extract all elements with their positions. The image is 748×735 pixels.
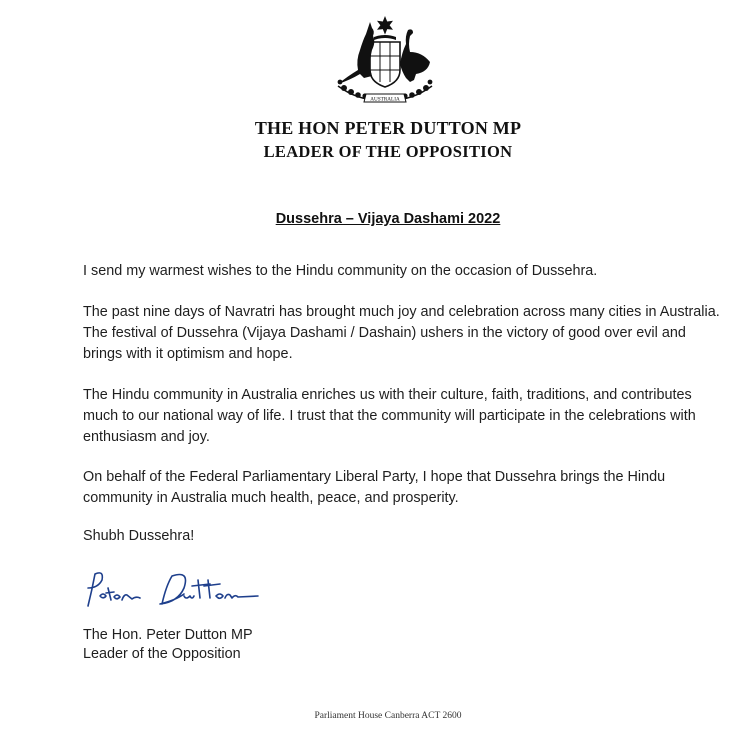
member-role-heading: LEADER OF THE OPPOSITION: [263, 142, 513, 161]
letter-title: Dussehra – Vijaya Dashami 2022: [275, 211, 501, 227]
shield-icon: [370, 42, 400, 87]
crest-motto: AUSTRALIA: [370, 96, 400, 103]
letter-paragraph: The Hindu community in Australia enriches us with their culture, faith, traditions, and contributes much to our national way of life. I trust that the community will participate in the celebrations with enthusiasm and joy.: [83, 387, 696, 445]
handwritten-signature: [80, 566, 265, 616]
letter-paragraph: On behalf of the Federal Parliamentary Liberal Party, I hope that Dussehra brings the Hindu community in Australia much health, peace, and prosperity.: [83, 469, 666, 506]
kangaroo-icon: [338, 22, 374, 84]
coat-of-arms-crest: [330, 16, 440, 104]
letter-paragraph: I send my warmest wishes to the Hindu community on the occasion of Dussehra.: [83, 263, 598, 279]
signatory-title: Leader of the Opposition: [83, 646, 241, 662]
emu-icon: [400, 29, 430, 82]
footer-address: Parliament House Canberra ACT 2600: [314, 711, 462, 721]
signatory-name: The Hon. Peter Dutton MP: [83, 627, 253, 643]
letter-greeting: Shubh Dussehra!: [83, 528, 195, 544]
commonwealth-star-icon: [377, 16, 393, 35]
member-name-heading: THE HON PETER DUTTON MP: [254, 118, 522, 138]
letter-paragraph: The past nine days of Navratri has brought much joy and celebration across many cities in Australia. The festival of Dussehra (Vijaya Dashami / Dashain) ushers in the victory of good over evil and brings with it optimism and hope.: [83, 304, 720, 362]
